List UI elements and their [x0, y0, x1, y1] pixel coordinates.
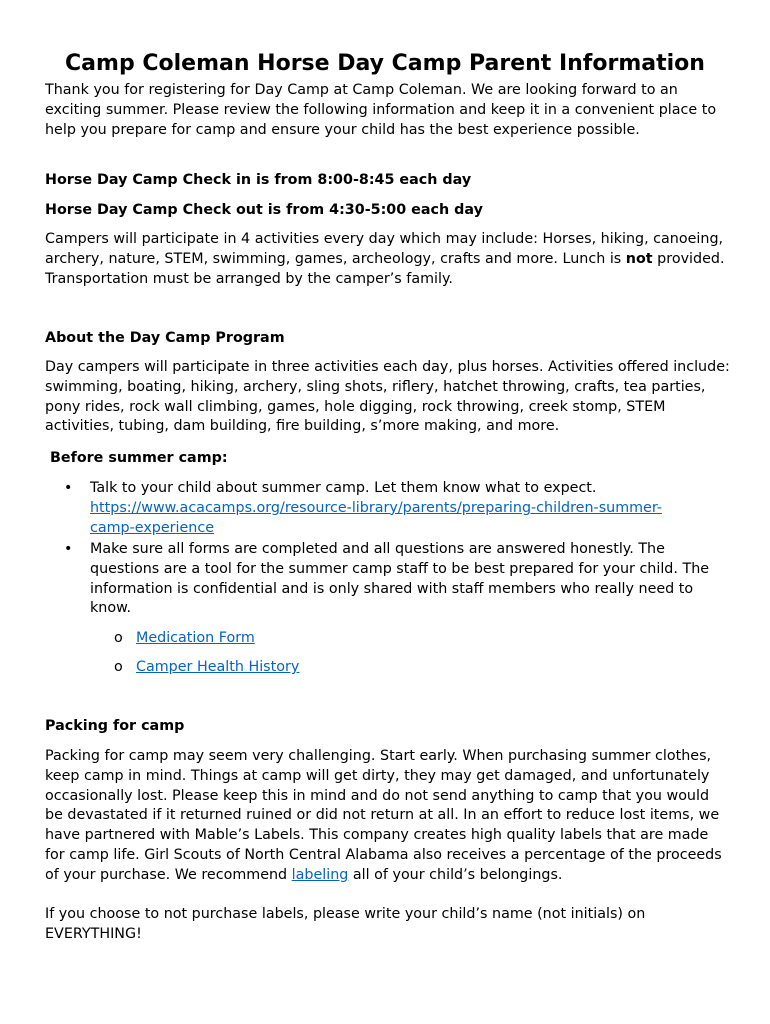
about-paragraph: Day campers will participate in three activities each day, plus horses. Activities offered include: swimming, boating, hiking, archery, sling shots, riflery, hatchet throwing, crafts, tea parties, pony rides, rock wall climbing, games, hole digging, rock throwing, creek stomp, STEM activities, tubing, dam building, fire building, s’more making, and more. — [45, 359, 730, 435]
bullet-icon: • — [64, 541, 73, 557]
intro-paragraph: Thank you for registering for Day Camp at Camp Coleman. We are looking forward to an exciting summer. Please review the following information and keep it in a convenient place to help you prepare for camp and ensure your child has the best experience possible. — [45, 82, 717, 138]
medication-form-link[interactable]: Medication Form — [136, 630, 255, 646]
page-title: Camp Coleman Horse Day Camp Parent Information — [65, 51, 705, 76]
activities-text-start: Campers will participate in 4 activities every day which may include: Horses, hiking, canoeing, archery, nature, STEM, swimming, games, archeology, crafts and more. Lunch is — [45, 231, 724, 267]
activities-text-end: provided. Transportation must be arranged by the camper’s family. — [45, 250, 725, 287]
bullet-forms-text: Make sure all forms are completed and all questions are answered honestly. The questions are a tool for the summer camp staff to be best prepared for your child. The information is confidential and is only shared with staff members who really need to know. — [90, 541, 710, 617]
before-camp-heading: Before summer camp: — [50, 450, 228, 466]
activities-paragraph — [45, 230, 735, 289]
about-heading: About the Day Camp Program — [45, 330, 285, 346]
bullet-icon: • — [64, 480, 73, 496]
camper-health-history-link[interactable]: Camper Health History — [136, 659, 300, 675]
sub-bullet-icon: o — [114, 659, 123, 675]
packing-text-end: all of your child’s belongings. — [348, 866, 563, 883]
bullet-talk-label: Talk to your child about summer camp. Let them know what to expect. — [90, 480, 597, 496]
packing-paragraph — [45, 747, 727, 886]
sub-bullet-icon: o — [114, 630, 123, 646]
packing-text-start: Packing for camp may seem very challenging. Start early. When purchasing summer clothes, keep camp in mind. Things at camp will get dirty, they may get damaged, and unfortunately occasionally lost. Please keep this in mind and do not send anything to camp that you would be devastated if it returned ruined or did not return at all. In an effort to reduce lost items, we have partnered with Mable’s Labels. This company creates high quality labels that are made for camp life. Girl Scouts of North Central Alabama also receives a percentage of the proceeds of your purchase. We recommend — [45, 748, 722, 883]
checkin-time: Horse Day Camp Check in is from 8:00-8:45 each day — [45, 172, 472, 188]
labeling-link[interactable]: labeling — [291, 866, 349, 883]
packing-heading: Packing for camp — [45, 718, 185, 734]
checkout-time: Horse Day Camp Check out is from 4:30-5:00 each day — [45, 202, 483, 218]
aca-resource-link[interactable]: https://www.acacamps.org/resource-library/parents/preparing-children-summer- camp-experience — [90, 499, 662, 536]
not-emphasis: not — [625, 250, 653, 267]
bullet-talk-text — [90, 479, 725, 538]
closing-paragraph: If you choose to not purchase labels, please write your child’s name (not initials) on EVERYTHING! — [45, 906, 646, 942]
